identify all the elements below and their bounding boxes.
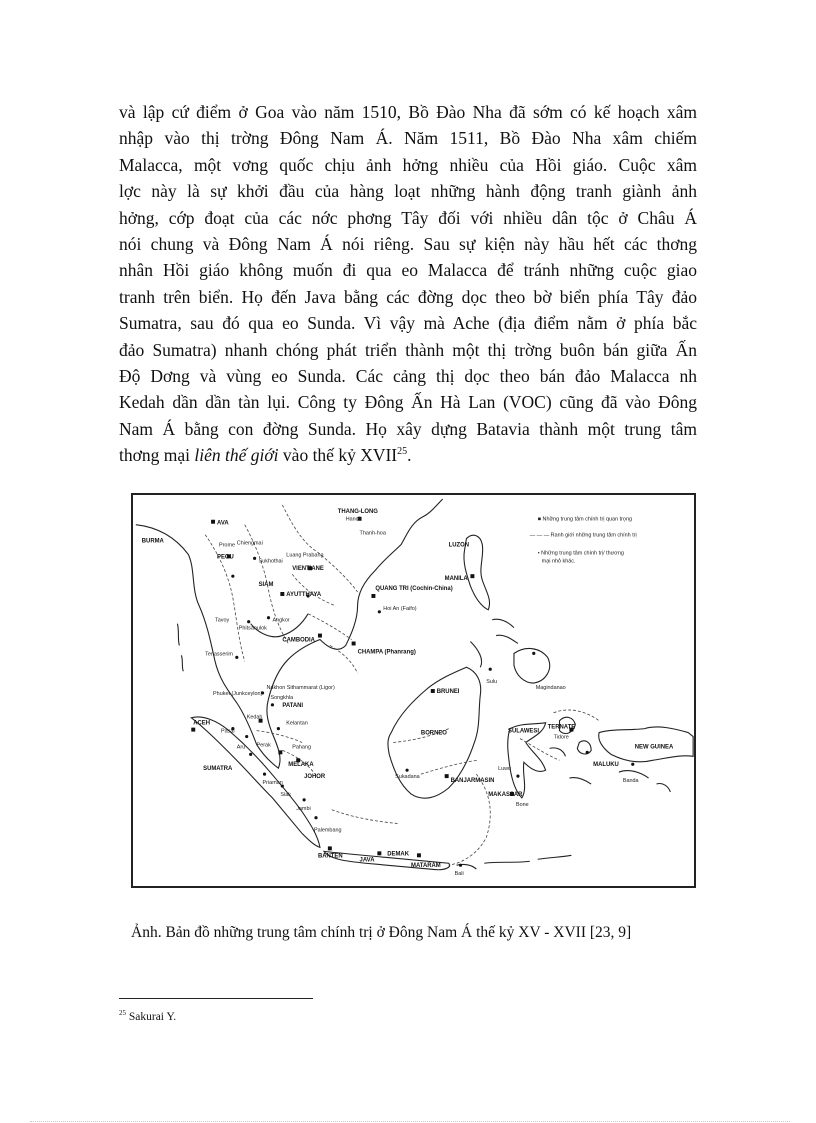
place-label: AVA [217, 520, 229, 527]
place-label: Songkhla [270, 694, 294, 701]
place-label: Sukadana [395, 774, 420, 781]
place-label: Phuket (Junkceylon) [213, 690, 263, 697]
place-label: Hanoi [345, 516, 360, 523]
text-line: và lập cứ điểm ở Goa vào năm 1510, Bồ Đào Nha đã sớm có kế hoạch xâm [119, 102, 697, 122]
place-label: Tenasserim [205, 651, 233, 658]
place-label: PATANI [282, 702, 304, 709]
legend-item-major: ■ Những trung tâm chính trị quan trọng [537, 516, 633, 523]
place-label: Tidore [553, 734, 569, 741]
place-label: SULAWESI [508, 728, 539, 735]
last-line-prefix: thơng mại [119, 445, 195, 466]
last-line-suffix: vào thế kỷ XVII [278, 445, 398, 466]
figure-caption: Ảnh. Bản đồ những trung tâm chính trị ở Đông Nam Á thế kỷ XV - XVII [23, 9] [131, 924, 632, 941]
place-label: NEW GUINEA [634, 744, 674, 751]
place-label: BRUNEI [436, 688, 460, 695]
place-label: Nakhon Sithammarat (Ligor) [266, 685, 335, 692]
place-label: Thanh-hoa [359, 530, 386, 537]
place-label: JOHOR [304, 774, 326, 781]
place-label: QUANG TRI (Cochin-China) [375, 586, 453, 593]
place-label: Sukhothai [258, 558, 283, 565]
place-label: BORNEO [420, 730, 447, 737]
place-label: Bali [454, 871, 464, 878]
place-label: Kedah [246, 714, 263, 721]
text-line: Sumatra, sau đó qua eo Sunda. Vì vậy mà Ache (địa điểm nằm ở phía bắc [119, 313, 697, 334]
place-label: Jambi [296, 805, 311, 812]
legend [530, 517, 637, 565]
place-label: SIAM [258, 582, 274, 589]
place-label: CHAMPA (Phanrang) [357, 649, 416, 656]
place-label: Luang Prabang [286, 552, 324, 559]
text-line: nhân Hồi giáo không muốn đi qua eo Malacca để tránh những cuộc giao [119, 260, 697, 281]
place-label: THANG-LONG [337, 508, 378, 515]
place-label: Phitsanulok [238, 625, 267, 632]
place-label: AYUTTHAYA [286, 591, 322, 598]
footnote [119, 1009, 176, 1023]
place-label: Prome [218, 542, 236, 549]
place-label: TERNATE [547, 724, 576, 731]
place-labels [142, 509, 674, 877]
place-label: Angkor [272, 617, 290, 624]
place-label: MELAKA [288, 762, 314, 769]
text-line: Nam Á bằng con đờng Sunda. Họ xây dựng Batavia thành một trung tâm [119, 418, 697, 439]
place-label: ACEH [193, 720, 211, 727]
italic-phrase: liên thế giới [194, 445, 279, 466]
page-edge-divider [30, 1121, 790, 1122]
body-paragraph [119, 99, 697, 468]
text-line: tranh trên biển. Họ đến Java bằng các đờng dọc theo bờ biển phía Tây đảo [119, 286, 697, 307]
place-label: Sulu [486, 679, 498, 686]
place-label: Bone [515, 801, 529, 808]
place-label: Pahang [292, 744, 311, 751]
place-label: Kelantan [286, 720, 308, 727]
place-label: BANJARMASIN [450, 778, 495, 785]
place-label: Priaman [262, 780, 283, 787]
place-label: VIENTIANE [292, 566, 324, 573]
footnote-number: 25 [119, 1009, 126, 1017]
text-line: nói chung và Đông Nam Á nói riêng. Sau sự kiện này hầu hết các thơng [119, 233, 697, 254]
legend-item-boundary: — — — Ranh giới những trung tâm chính trị [529, 532, 637, 539]
text-line: Kedah dần dần tàn lụi. Công ty Đông Ấn Hà Lan (VOC) cũng đã vào Đông [119, 392, 697, 413]
footnote-text: Sakurai Y. [126, 1010, 177, 1023]
place-label: MATARAM [411, 863, 441, 870]
text-line: nhập vào thị trờng Đông Nam Á. Năm 1511, Bồ Đào Nha xâm chiếm [119, 128, 697, 149]
place-label: BURMA [141, 538, 164, 545]
place-label: Banda [622, 778, 639, 785]
place-label: MANILA [444, 576, 468, 583]
place-label: Pasai [220, 728, 235, 735]
last-line-end: . [407, 445, 412, 466]
place-label: BANTEN [317, 853, 343, 860]
text-line: Malacca, một vơng quốc chịu ảnh hởng nhiều của Hồi giáo. Cuộc xâm [119, 154, 697, 175]
text-line: Độ Dơng và vùng eo Sunda. Các cảng thị dọc theo bán đảo Malacca nh [119, 365, 697, 386]
place-label: LUZON [448, 542, 470, 549]
place-label: Siak [280, 791, 291, 798]
place-label: MALUKU [593, 762, 619, 769]
text-line: đảo Sumatra) nhanh chóng phát triển thành một thị trờng buôn bán giữa Ấn [119, 339, 697, 360]
place-label: JAVA [359, 857, 375, 864]
place-label: MAKASSAR [488, 791, 523, 798]
footnote-reference[interactable]: 25 [397, 446, 408, 458]
place-label: CAMBODIA [282, 637, 315, 644]
place-label: SUMATRA [203, 766, 233, 773]
map-drawing [133, 495, 694, 886]
place-label: Chiengmai [236, 540, 263, 547]
place-label: Aru [236, 744, 246, 751]
place-label: Hoi An (Faifo) [383, 605, 417, 612]
place-label: Tavoy [215, 617, 230, 624]
text-line: lợc này là sự khởi đầu của hàng loạt những hành động tranh giành ảnh [119, 181, 697, 202]
place-label: Palembang [314, 827, 342, 834]
southeast-asia-map [131, 493, 696, 888]
place-label: Luwu [498, 766, 512, 773]
place-label: PEGU [217, 554, 234, 561]
place-label: Magindanao [535, 685, 566, 692]
text-line-last [119, 442, 697, 468]
place-label: DEMAK [387, 851, 409, 858]
footnote-divider [119, 998, 313, 999]
place-label: Perak [256, 742, 271, 749]
text-line: hởng, cớp đoạt của các nớc phơng Tây đối với nhiều dân tộc ở Châu Á [119, 207, 697, 228]
legend-item-minor: • Những trung tâm chính trị/ thương [537, 550, 624, 557]
legend-item-minor-cont: mại nhỏ khác. [541, 558, 576, 565]
